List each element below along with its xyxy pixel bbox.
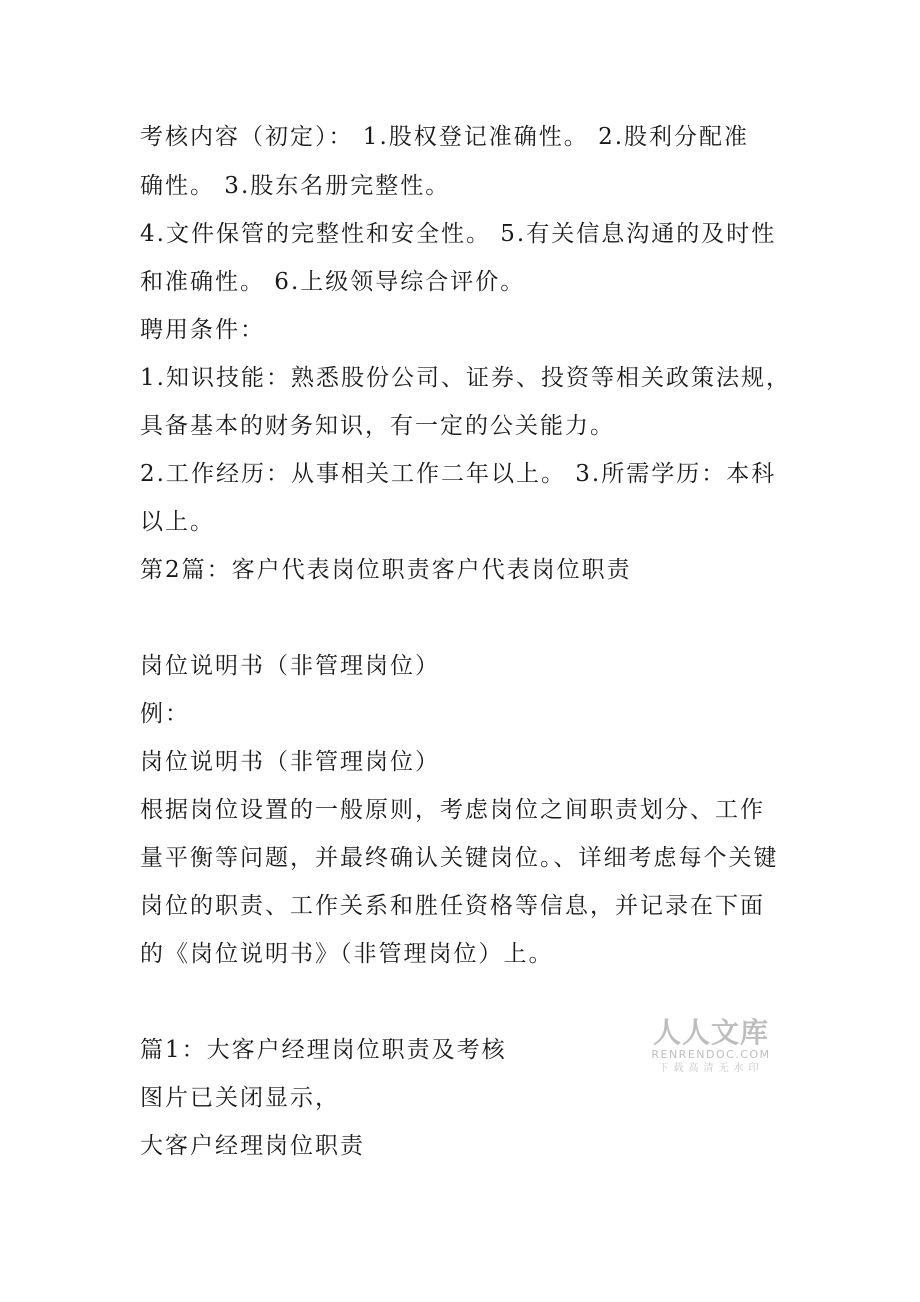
watermark-subtitle: 下载高清无水印	[658, 1063, 764, 1074]
text-line: 岗位说明书（非管理岗位）	[140, 749, 440, 775]
section-heading: 聘用条件：	[140, 317, 265, 343]
text-line: 岗位的职责、工作关系和胜任资格等信息，并记录在下面	[140, 893, 765, 919]
text-line: 图片已关闭显示，	[140, 1085, 340, 1111]
watermark-site: RENRENDOC.COM	[651, 1048, 771, 1061]
text-line: 根据岗位设置的一般原则，考虑岗位之间职责划分、工作	[140, 797, 765, 823]
text-line: 4.文件保管的完整性和安全性。 5.有关信息沟通的及时性	[140, 221, 777, 247]
text-line: 例：	[140, 701, 190, 727]
chapter-heading: 第2篇：客户代表岗位职责客户代表岗位职责	[140, 557, 632, 583]
watermark-logo	[648, 1018, 774, 1076]
text-line: 的《岗位说明书》（非管理岗位）上。	[140, 941, 554, 967]
chapter-heading: 篇1：大客户经理岗位职责及考核	[140, 1037, 507, 1063]
text-line: 以上。	[140, 509, 215, 535]
text-line: 和准确性。 6.上级领导综合评价。	[140, 269, 526, 295]
watermark-title: 人人文库	[652, 1016, 769, 1049]
text-line: 岗位说明书（非管理岗位）	[140, 653, 440, 679]
text-line: 考核内容（初定）： 1.股权登记准确性。 2.股利分配准	[140, 124, 750, 150]
text-line: 量平衡等问题，并最终确认关键岗位。、详细考虑每个关键	[140, 845, 779, 871]
text-line: 具备基本的财务知识，有一定的公关能力。	[140, 413, 615, 439]
text-line: 确性。 3.股东名册完整性。	[140, 173, 451, 199]
text-line: 1.知识技能：熟悉股份公司、证券、投资等相关政策法规，	[140, 365, 791, 391]
text-line: 2.工作经历：从事相关工作二年以上。 3.所需学历：本科	[140, 461, 777, 487]
text-line: 大客户经理岗位职责	[140, 1133, 365, 1159]
